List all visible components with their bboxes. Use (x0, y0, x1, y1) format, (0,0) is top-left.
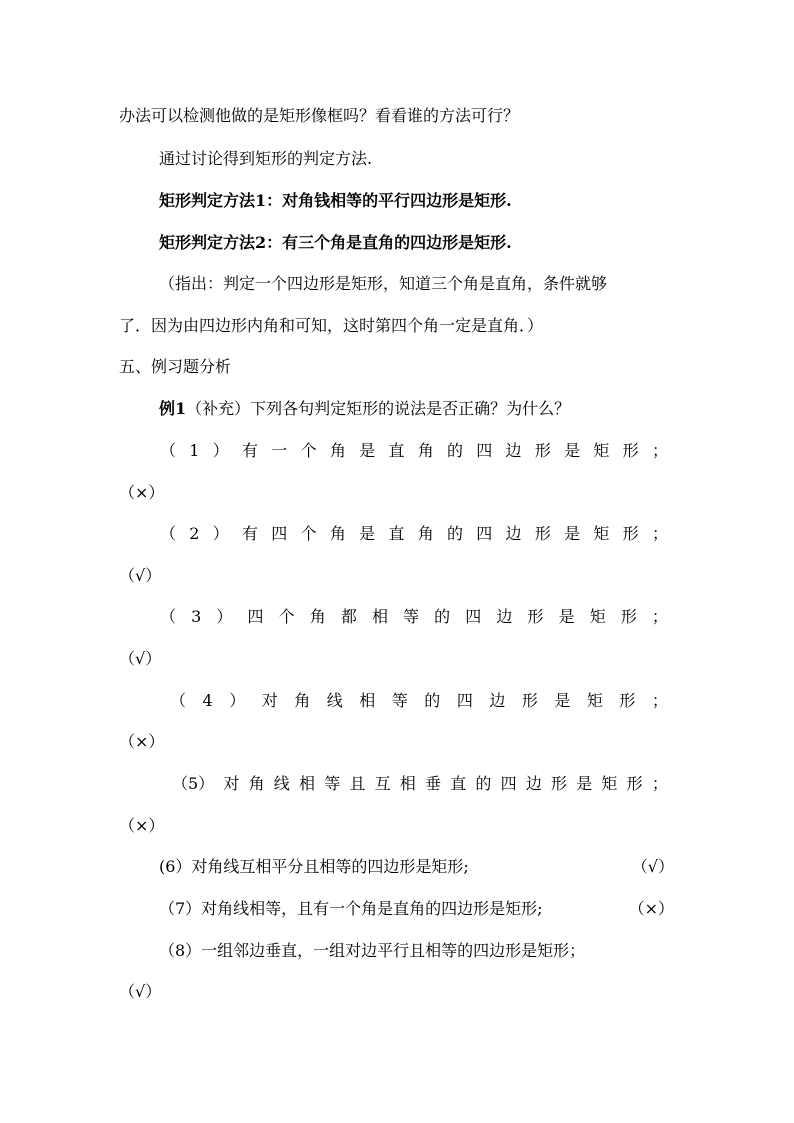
statement-char: 线 (273, 774, 290, 793)
statement-char: 相 (359, 691, 376, 710)
statement-char: （ (160, 441, 177, 460)
statement-char: 直 (388, 524, 405, 543)
statement-char: 边 (489, 691, 506, 710)
statement-char: （ (170, 691, 187, 710)
statement-char: 有 (242, 524, 259, 543)
statement-char: 四 (465, 607, 482, 626)
statement-char: 相 (371, 607, 388, 626)
statement-char: 一 (271, 441, 288, 460)
statement-char: 是 (359, 441, 376, 460)
item-6-answer: （√） (631, 857, 674, 876)
section-heading: 五、例习题分析 (119, 357, 232, 376)
statement-char: 形 (527, 607, 544, 626)
statement-char: 都 (340, 607, 357, 626)
statement-char: 形 (534, 441, 551, 460)
statement-char: 边 (505, 524, 522, 543)
statement-char: 形 (626, 774, 643, 793)
item-7-row (159, 898, 674, 920)
statement-char: ） (212, 441, 229, 460)
statement-char: 形 (622, 524, 639, 543)
statement-char: 形 (619, 691, 636, 710)
statement-char: ） (229, 691, 246, 710)
statement-char: 角 (294, 691, 311, 710)
statement-char: （ (160, 607, 177, 626)
rect-method-1: 矩形判定方法1：对角钱相等的平行四边形是矩形. (159, 191, 512, 210)
statement-char: 角 (248, 774, 265, 793)
statement-char: 形 (620, 607, 637, 626)
example-question: （补充）下列各句判定矩形的说法是否正确？为什么？ (186, 399, 571, 418)
statement-char: 垂 (425, 774, 442, 793)
statement-char: 角 (329, 524, 346, 543)
item-2-answer: （√） (119, 566, 162, 585)
statement-char: 矩 (589, 607, 606, 626)
statement-char: 四 (456, 691, 473, 710)
statement-char: 对 (261, 691, 278, 710)
statement-char: 相 (298, 774, 315, 793)
statement-char: 角 (309, 607, 326, 626)
statement-char: 矩 (601, 774, 618, 793)
statement-char: ； (651, 441, 668, 460)
statement-char: 形 (622, 441, 639, 460)
statement-char: 角 (329, 441, 346, 460)
item-4-answer: （×） (119, 732, 165, 751)
statement-char: 的 (446, 524, 463, 543)
statement-char: 角 (417, 441, 434, 460)
statement-char: 的 (434, 607, 451, 626)
statement-char: 四 (476, 441, 493, 460)
item-6-row (159, 856, 674, 878)
item-3-statement (160, 606, 668, 628)
rect-method-2: 矩形判定方法2：有三个角是直角的四边形是矩形. (159, 233, 512, 252)
statement-char: ） (216, 607, 233, 626)
item-5-answer: （×） (119, 816, 165, 835)
statement-char: 四 (476, 524, 493, 543)
statement-char: 是 (576, 774, 593, 793)
example-label: 例1 (159, 399, 187, 418)
statement-char: 边 (505, 441, 522, 460)
statement-char: 等 (391, 691, 408, 710)
item-1-statement (160, 440, 668, 462)
item-1-answer: （×） (119, 483, 165, 502)
statement-char: 互 (374, 774, 391, 793)
statement-char: 的 (446, 441, 463, 460)
statement-char: 四 (500, 774, 517, 793)
statement-char: 形 (551, 774, 568, 793)
statement-char: ； (651, 607, 668, 626)
item-5-statement (172, 773, 668, 795)
statement-char: 个 (300, 524, 317, 543)
statement-char: 直 (388, 441, 405, 460)
statement-char: 线 (326, 691, 343, 710)
statement-char: ； (651, 524, 668, 543)
statement-char: 个 (300, 441, 317, 460)
statement-char: 等 (403, 607, 420, 626)
statement-char: （ (160, 524, 177, 543)
statement-char: 个 (278, 607, 295, 626)
statement-char: 是 (558, 607, 575, 626)
statement-char: 四 (271, 524, 288, 543)
statement-char: 直 (450, 774, 467, 793)
statement-char: 是 (359, 524, 376, 543)
statement-char: 对 (223, 774, 240, 793)
statement-char: ； (651, 774, 668, 793)
statement-char: 边 (525, 774, 542, 793)
item-8-answer: （√） (119, 982, 162, 1001)
statement-char: 有 (242, 441, 259, 460)
note-line-1: （指出：判定一个四边形是矩形，知道三个角是直角，条件就够 (159, 274, 608, 293)
item-3-answer: （√） (119, 649, 162, 668)
item-7-statement: （7）对角线相等，且有一个角是直角的四边形是矩形; (159, 899, 543, 918)
statement-char: ； (651, 691, 668, 710)
item-4-statement (170, 690, 668, 712)
item-2-statement (160, 523, 668, 545)
statement-char: 相 (399, 774, 416, 793)
statement-char: 的 (424, 691, 441, 710)
example-intro (159, 398, 570, 420)
statement-char: 3 (191, 607, 202, 626)
item-7-answer: （×） (628, 899, 674, 918)
note-line-2: 了．因为由四边形内角和可知，这时第四个角一定是直角．） (119, 316, 544, 335)
statement-char: 形 (521, 691, 538, 710)
statement-char: 等 (324, 774, 341, 793)
statement-char: 是 (554, 691, 571, 710)
statement-char: 矩 (586, 691, 603, 710)
statement-char: ） (212, 524, 229, 543)
statement-char: 矩 (593, 441, 610, 460)
statement-char: 且 (349, 774, 366, 793)
item-6-statement: (6）对角线互相平分且相等的四边形是矩形; (159, 857, 469, 876)
statement-char: 形 (534, 524, 551, 543)
statement-char: 1 (189, 441, 200, 460)
paragraph-line-1: 办法可以检测他做的是矩形像框吗？看看谁的方法可行？ (119, 106, 520, 125)
statement-char: 边 (496, 607, 513, 626)
statement-char: 2 (189, 524, 200, 543)
statement-char: 的 (475, 774, 492, 793)
statement-char: 是 (564, 524, 581, 543)
statement-char: 是 (564, 441, 581, 460)
item-8-statement: （8）一组邻边垂直，一组对边平行且相等的四边形是矩形； (159, 941, 586, 960)
paragraph-line-2: 通过讨论得到矩形的判定方法. (159, 149, 373, 168)
statement-char: （5） (172, 774, 215, 793)
statement-char: 矩 (593, 524, 610, 543)
statement-char: 角 (417, 524, 434, 543)
statement-char: 4 (202, 691, 213, 710)
statement-char: 四 (247, 607, 264, 626)
